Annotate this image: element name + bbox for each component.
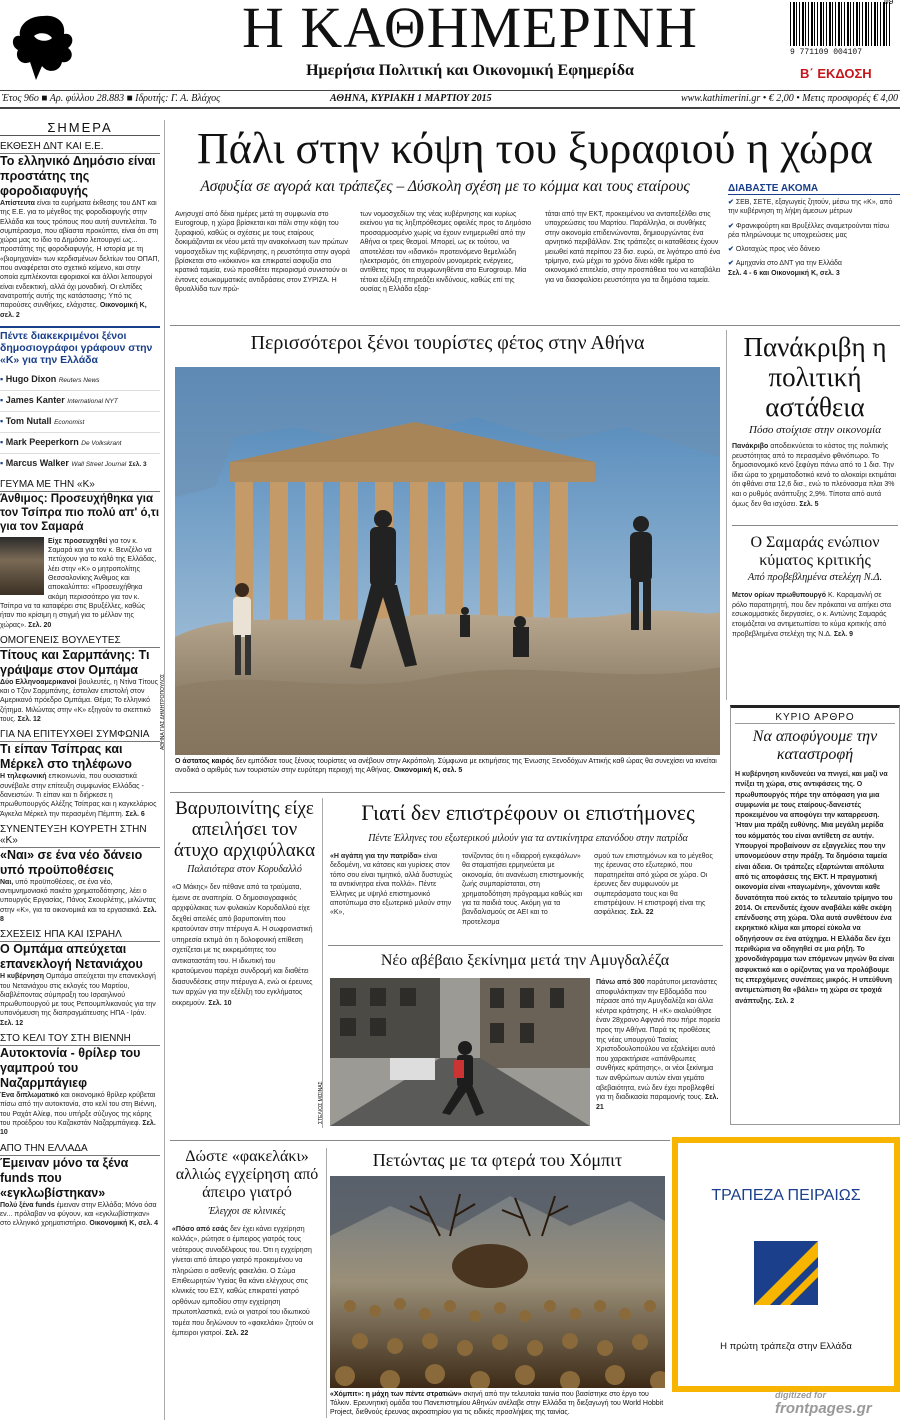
story-headline: Βαρυποινίτης είχε απειλήσει τον άτυχο αρχιφύλακα [173,798,316,861]
scientists-col2: τονίζοντας ότι η «διαρροή εγκεφάλων» θα σταματήσει ερμηνεύεται με οικονομία, ότι ανανέωση επιστημονικής ζωής συμπαρίσταται, στη χρηματοδότηση πρόγραμμα καθώς και για τα παιδιά τους. Ακόμη για τα βανδαλισμούς σε ΑΕΙ και το προτελεσμα [462,853,584,926]
ad-brand: ΤΡΑΠΕΖΑ ΠΕΙΡΑΙΩΣ [711,1187,861,1204]
watermark-line2: frontpages.gr [775,1400,872,1417]
story-headline: Άνθιμος: Προσευχήθηκα για τον Τσίπρα πιο πολύ απ' ό,τι για τον Σαμαρά [0,492,160,533]
amygdaleza-photo [330,978,590,1126]
read-more-title: ΔΙΑΒΑΣΤΕ ΑΚΟΜΑ [728,183,900,195]
left-column-rule [164,120,165,1420]
journalist-list [0,370,160,474]
foreign-journalists-headline: Πέντε διακεκριμένοι ξένοι δημοσιογράφοι γράφουν στην «Κ» για την Ελλάδα [0,326,160,366]
piraeus-bank-ad[interactable] [672,1137,900,1392]
check-icon: ✔ [728,222,736,230]
read-more-item: ✔ Αμηχανία στο ΔΝΤ για την Ελλάδα Σελ. 4 - 6 και Οικονομική Κ, σελ. 3 [728,260,842,277]
bishop-photo [0,537,44,595]
acropolis-photo [175,367,720,755]
lead-body-col3: τάται από την ΕΚΤ, προκειμένου να ανταπεξέλθει στις υποχρεώσεις του Μαρτίου. Παράλληλα, οι συνθήκες στην οικονομία επιδεινώνονται, δημιουργώντας ένα αρνητικό περιβάλλον. Στις τράπεζες οι καταθέσεις έχουν μειωθεί κατά περίπου 23 δισ. ευρώ, σε λιγότερο από ένα τρίμηνο, ενώ μέχρι το χρόνο δίνει κάθε ημέρα το οικονομικό επιτελείο, στην προσπάθεια του να καταβάλει για να διασφαλίσει ρευστότητα για τα δημόσια ταμεία. [545,211,721,284]
story-headline: Τίτους και Σαρμπάνης: Τι γράψαμε στον Ομπάμα [0,647,150,677]
photo-credit: ΑΘΗΝΑ ΓΙΑΣ ΔΗΜΗΤΡΟΠΟΥΛΟΣ [160,674,166,750]
divider [328,945,723,946]
story-body: Απίστευτα είναι τα ευρήματα έκθεσης του ΔΝΤ και της Ε.Ε. για το μέγεθος της φοροδιαφυγής στην Ελλάδα και τους τρόπους που αυτή συντελείται. Το συμπέρασμα, που αβίαστα προκύπτει, είναι ότι στη χώρα μας το ίδιο το Δημόσιο λειτουργεί ως... προστάτης της φοροδιαφυγής. Η ιστορία με τη «βιομηχανία» των κερδισμένων δελτίων του ΟΠΑΠ, που αναφέρεται στο σχετικό κείμενο, και στην οποία εμπλέκονται εφοριακοί και άλλοι λειτουργοί είναι ενδεικτική, αλλά όχι μοναδική. Οι ελπίδες ανατροπής αυτής της κατάστασης; Υπό τις παρούσες συνθήκες, ελάχιστες. Οικονομική Κ, σελ. 2 [0,200,160,319]
dateline-center: ΑΘΗΝΑ, ΚΥΡΙΑΚΗ 1 ΜΑΡΤΙΟΥ 2015 [330,93,492,104]
masthead-subtitle: Ημερήσια Πολιτική και Οικονομική Εφημερίδα [306,62,634,79]
amygdaleza-body: Πάνω από 300 παράτυποι μετανάστες αποφυλάκτηκαν την Εβδομάδα που πέρασε από την Αμυγδαλέζα και άλλα κέντρα κράτησης. Η «Κ» ακολούθησε έναν 28χρονο Αφγανό που πήρε πορεία προς την Αθήνα. Παρά τις προθέσεις της νέας υπουργού Τασίας Χριστοδουλοπούλου να εξαλείψει αυτό που χαρακτήρισε «απάνθρωπες συνθήκες κράτησης», οι νέοι ξεκίνημα των ανθρώπων αυτών είναι γεμάτο αβεβαιότητα, ενώ δεν έχει προβλεφθεί για τη διαδικασία παραμονής τους. Σελ. 21 [596,979,720,1111]
divider [732,525,898,526]
photo-caption: Ο άστατος καιρός δεν εμπόδισε τους ξένους τουρίστες να ανέβουν στην Ακρόπολη. Σύμφωνα με εκτιμήσεις της Ένωσης Ξενοδόχων Αττικής καθ ώρας θα συνεχίσει να κινείται ανοδικά ο αριθμός των τουριστών στην ευρύτερη περιοχή της Αθήνας. Οικονομική Κ, σελ. 5 [175,758,717,774]
section-kicker: ΕΚΘΕΣΗ ΔΝΤ ΚΑΙ Ε.Ε. [0,140,160,154]
section-kicker: ΓΙΑ ΝΑ ΕΠΙΤΕΥΧΘΕΙ ΣΥΜΦΩΝΙΑ [0,728,160,742]
divider [170,1140,670,1141]
story-subheadline: Πόσο στοίχισε στην οικονομία [749,424,881,436]
story-headline: «Ναι» σε ένα νέο δάνειο υπό προϋποθέσεις [0,847,143,877]
divider [322,798,323,1128]
journalist-item: ▪ Marcus Walker Wall Street Journal Σελ. 3 [0,457,147,468]
scientists-col3: σμού των επιστημόνων και το μέγεθος της έρευνας στο εξωτερικό, που παρατηρείται από χώρα σε χώρα. Οι έρευνες δεν συμφωνούν με συμπεράσματα τους και θα επιστρέψουν. Η επιστροφή είναι της ασφάλειας. Σελ. 22 [594,853,713,917]
story-body: Η κυβέρνηση Ομπάμα απεύχεται την επανεκλογή του Νετανιάχου στις εκλογές του Μαρτίου, διαβλέποντας σύμπραξη του Ισραηλινού πρωθυπουργού με τους Ρεπουμπλικανούς για την υπονόμευση της διαπραγμάτευσης ΗΠΑ - Ιράν. Σελ. 12 [0,973,156,1027]
story-subheadline: Από προβεβλημένα στελέχη Ν.Δ. [747,572,883,584]
scientists-headline: Γιατί δεν επιστρέφουν οι επιστήμονες [361,800,695,825]
lead-headline: Πάλι στην κόψη του ξυραφιού η χώρα [197,124,873,173]
section-kicker: ΟΜΟΓΕΝΕΙΣ ΒΟΥΛΕΥΤΕΣ [0,634,160,648]
barcode [790,2,890,46]
story-body: Είχε προσευχηθεί για τον κ. Σαμαρά και για τον κ. Βενιζέλο να πετύχουν για το καλό της Ελλάδας, λέει στην «Κ» ο μητροπολίτης Θεσσαλονίκης Άνθιμος και αποκαλύπτει: «Προσευχήθηκα ακόμη περισσότερο για τον κ. Τσίπρα να τα καταφέρει στις Βρυξέλλες, καθώς ήταν πιο κρίσιμη η στιγμή για το μέλλον της χώρας». Σελ. 20 [0,537,157,629]
story-headline: Δώστε «φακελάκι» αλλιώς εγχείρηση από άπειρο γιατρό [175,1148,319,1201]
goalie-story [172,798,317,1009]
section-kicker: ΓΕΥΜΑ ΜΕ ΤΗΝ «Κ» [0,478,160,492]
journalist-item: ▪ Tom Nutall Economist [0,412,160,433]
read-more-item: ✔ Φρανκφούρτη και Βρυξέλλες αναμετρούνται πίσω ρέα πληρώνουμε τις υποχρεώσεις μας [728,222,890,239]
lead-body-col1: Ανησυχεί από δέκα ημέρες μετά τη συμφωνία στο Eurogroup, η χώρα βρίσκεται και πάλι στην κόψη του ξυραφιού, καθώς οι σχέσεις με τους εταίρους δοκιμάζονται εκ νέου μετά την ανακοίνωση των πρώτων νομοσχεδίων της κυβέρνησης, η ρευστότητα στην αγορά βρίσκεται στο «κόκκινο» και επικρατεί ασφυξία στα κρατικά ταμεία, ενώ προσθέτει περιορισμό συνιστούν οι έντονες εσωκομματικές αντιδράσεις στον ΣΥΡΙΖΑ. Η θρυαλλίδα των πρώ- [175,211,350,294]
editorial-kicker: ΚΥΡΙΟ ΑΡΘΡΟ [735,712,895,724]
journalist-item: ▪ James Kanter International NYT [0,391,160,412]
read-more-item: ✔ Ολοταχώς προς νέο δάνειο [728,246,820,254]
right-column [732,332,898,639]
story-headline: Τι είπαν Τσίπρας και Μέρκελ στο τηλέφωνο [0,742,132,772]
masthead-title: Η ΚΑΘΗΜΕΡΙΝΗ [242,0,698,60]
scientists-col1: «Η αγάπη για την πατρίδα» είναι δεδομένη, να κάτσεις και γυρίσεις στον τόπο σου είναι τιμητικό, αλλά δυστυχώς τα αντικίνητρα είναι πολλά». Πέντε Έλληνες με υψηλό επιστημονικό αποτύπωμα στο εξωτερικό μιλούν στην «Κ», [330,853,453,917]
story-headline: Ο Σαμαράς ενώπιον κύματος κριτικής [750,534,880,570]
story-subheadline: Έλεγχοι σε κλινικές [208,1206,286,1217]
story-headline: Αυτοκτονία - θρίλερ του γαμπρού του Ναζαρμπάγιεφ [0,1046,141,1091]
hobbit-title: Πετώντας με τα φτερά του Χόμπιτ [372,1150,623,1170]
editorial-box [730,705,900,1125]
editorial-headline: Να αποφύγουμε την καταστροφή [752,728,878,763]
check-icon: ✔ [728,199,736,206]
check-icon: ✔ [728,260,736,268]
today-label: ΣΗΜΕΡΑ [0,120,160,136]
divider [170,792,725,793]
story-headline: Ο Ομπάμα απεύχεται επανεκλογή Νετανιάχου [0,942,143,972]
read-more-item: ✔ ΣΕΒ, ΣΕΤΕ, εξαγωγείς ζητούν, μέσω της «Κ», από την κυβέρνηση τη λήψη άμεσων μέτρων [728,199,893,216]
section-kicker: ΑΠΟ ΤΗΝ ΕΛΛΑΔΑ [0,1142,160,1156]
dateline-right: www.kathimerini.gr • € 2,00 • Μετις προσφορές € 4,00 [680,93,898,104]
bank-logo-icon [754,1241,818,1305]
amygdaleza-title: Νέο αβέβαιο ξεκίνημα μετά την Αμυγδαλέζα [380,952,670,969]
section-kicker: ΣΧΕΣΕΙΣ ΗΠΑ ΚΑΙ ΙΣΡΑΗΛ [0,928,160,942]
story-body: Πανάκριβο αποδεικνύεται το κόστος της πολιτικής ρευστότητας από το περασμένο φθινόπωρο. Το δημοσιονομικό κενό ξεφύγει πάνω από το 1 δισ. Την ίδια ώρα το χρηματοδοτικό κενό το αλοκαίρι εκτιμάται ότι φθάνει στα 12,6 δισ., ενώ το πλεόνασμα πλαι 3% και ο ρυθμός ανάπτυξης 2,9%. Τίποτα από αυτά όμως δεν θα ισχύσει. Σελ. 5 [732,443,896,508]
lead-body-col2: των νομοσχεδίων της νέας κυβέρνησης και κυρίως εκείνου για τις ληξιπρόθεσμες οφειλές προς το Δημόσιο προσαρμοσμένο χωρίς να έχουν ενημερωθεί από την Αθήνα οι τρεις θεσμοί. Μπορεί, ως εκ τούτου, να αποτελέσει τον «ιδανικό» προτεινόμενο θεμελιώδη ηλεκτρισμός, ότι επιχειρούν μονομερείς ενέργειες, αντίθετες προς τα συμφωνηθέντα στο Eurogroup. Μία τέτοια εξέλιξη επηρεάζει κινδύνους, καθώς επί της ουσίας η Ελλάδα εξαρ- [360,211,532,294]
edition-label: Β΄ ΕΚΔΟΣΗ [800,66,872,81]
story-body: Πολύ ξένα funds έμειναν στην Ελλάδα; Μόνο όσα εν... πρόλαβαν να φύγουν, και «εγκλωβίστηκαν» στο ελληνικό χρηματιστήριο. Οικονομική Κ, σελ. 4 [0,1201,158,1228]
story-body: Η τηλεφωνική επικοινωνία, που ουσιαστικά συνέβαλε στην επίτευξη συμφωνίας Ελλάδας - δανειστών. Τι είπαν και τι διήρκεσε η πρωθυπουργός Αλέξης Τσίπρας και η καγκελάριος Άγκελα Μέρκελ την περασμένη Πέμπτη. Σελ. 6 [0,773,157,818]
journalist-item: ▪ Mark Peeperkorn De Volkskrant [0,433,160,454]
section-kicker: ΣΥΝΕΝΤΕΥΞΗ ΚΟΥΡΕΤΗ ΣΤΗΝ «Κ» [0,823,160,848]
story-headline: Το ελληνικό Δημόσιο είναι προστάτης της φοροδιαφυγής [0,154,156,198]
masthead-phoenix-logo [8,6,78,86]
story-body: Δύο Ελληνοαμερικανοί βουλευτές, η Ντίνα Τίτους και ο Τζον Σαρμπάνης, έστειλαν επιστολή στον Αμερικανό πρόεδρο Ομπάμα. Θέμα; Το ελληνικό ζήτημα. Μιλώντας στην «Κ» εξηγούν το σκεπτικό τους. Σελ. 12 [0,678,158,724]
story-headline: Πανάκριβη η πολιτική αστάθεια [743,332,887,422]
barcode-issue: 09 [884,0,894,7]
scientists-subheadline: Πέντε Έλληνες του εξωτερικού μιλούν για τα αντικίνητρα επανόδου στην πατρίδα [368,833,688,844]
barcode-number: 9 771109 004107 [790,48,863,57]
left-column [0,120,160,1228]
story-body: Ναι, υπό προϋποθέσεις, σε ένα νέο, αντιμνημονιακό πακέτο χρηματοδότησης, λέει ο υπουργός Εργασίας, Πάνος Σκουρλέτης, μιλώντας στην «Κ», για τα οικονομικά και τα εργασιακά. Σελ. 8 [0,878,157,923]
story-body: «Ο Μάκης» δεν πέθανε από τα τραύματα, έμεινε σε αναπηρία. Ο δημοσιογραφικός αρχιφύλακας των φυλακών Κορυδαλλού είχε δεχθεί απειλές από βαρυποινίτη που κρατούνταν στην πτέρυγα Α. Η σωφρονιστική υπηρεσία εκτιμά ότι η δολοφονική επίθεση σχετίζεται με τις εκκρεμότητες του αντικαταστάτη του. Η ιδιωτική του κρατούμενου παρέχει συνδρομή και διαθέτει διασυνδέσεις στην πτέρυγα Α, ενώ οι έρευνες των αρχών για την εξέλιξη του εγκλήματος εκκρεμούν. Σελ. 10 [172,884,313,1007]
doctor-story [172,1148,322,1339]
dateline [0,90,900,109]
ad-slogan: Η πρώτη τράπεζα στην Ελλάδα [720,1341,852,1352]
section-kicker: ΣΤΟ ΚΕΛΙ ΤΟΥ ΣΤΗ ΒΙΕΝΝΗ [0,1032,160,1046]
watermark-line1: digitized for [775,1390,826,1400]
story-body: Μετον ορίων πρωθυπουργό Κ. Καραμανλή σε ρόλο παρατηρητή, που δεν πρόκαται να αιτήκει στα εσωκομματικές διεργασίες, ο κ. Αντώνης Σαμαράς ετοιμάζεται να αντιμετωπίσει το κύμα κριτικής από προβεβλημένα στελέχη της Ν.Δ. Σελ. 9 [732,592,892,638]
right-column-rule [726,330,727,700]
story-body: Ένα διπλωματικό και οικονομικό θρίλερ κρύβεται πίσω από την αυτοκτονία, στο κελί του στη Βιέννη, του Ραχάτ Αλίεφ, που υπήρξε σύζυγος της κόρης του προέδρου του Καζακστάν Ναζαρμπάγιεφ. Σελ. 10 [0,1092,157,1137]
hobbit-caption: «Χόμπιτ»: η μάχη των πέντε στρατιών» σκηνή από την τελευταία ταινία που βασίστηκε στο έργο του Τόλκιν. Ερευνητική ομάδα του Πανεπιστημίου Αθηνών ανέλαβε στην Ελλάδα τη διεξαγωγή του World Hobbit Project, διεθνούς έρευνας ακροατηρίου για τις ειδικές προσλήψεις της ταινίας. [330,1391,664,1416]
photo-story-title: Περισσότεροι ξένοι τουρίστες φέτος στην Αθήνα [250,332,645,354]
story-subheadline: Παλαιότερα στον Κορυδαλλό [187,864,302,875]
story-headline: Έμειναν μόνο τα ξένα funds που «εγκλωβίστηκαν» [0,1155,129,1200]
divider [326,1148,327,1418]
divider [170,325,900,326]
dateline-left: Έτος 96ο ■ Αρ. φύλλου 28.883 ■ Ιδρυτής: Γ. Α. Βλάχος [2,93,221,104]
editorial-body: Η κυβέρνηση κινδυνεύει να πνιγεί, και μαζί να πνίξει τη χώρα, στις αντιφάσεις της. Ο πρωθυπουργός πήρε την απόφαση για μια συμφωνία με τους εταίρους-δανειστές προκειμένου να αποφύγει την καταρρευση. Ήταν μια πράξη ευθύνης. Μια μεγάλη μερίδα του κόμματός του είναι αντίθετη σε αυτήν. Υπουργοί προβαίνουν σε εξαγγελίες που την υπονομεύουν στην πράξη. Τα δημόσια ταμεία είναι άδεια. Οι τράπεζες εξαρτώνται απόλυτα από τις αποφάσεις της ΕΚΤ. Η πραγματική οικονομία είναι «παγωμένη», χάνονται καθε δυνατότητα πού εκτός το τελευταίο τρίμηνο του 2014. Οι επενδυτές έχουν αναβάλει κάθε σκέψη επένδυσης στη χώρα. Όλα αυτά συνθέτουν ένα εκρηκτικό κλίμα και μπορεί εύκολα να οδηγήσουν σε ένα ατύχημα. Η Ελλάδα δεν έχει περιθώρια να οδηγηθεί σε μια ρήξη. Το χρονοδιάγραμμα των επόμενων μηνών θα είναι ασφυκτικό και ο ορίζοντας για να προλάβουμε τις επερχόμενες συνέπειες μικρός. Η υπεύθυνη αντιμετώπιση θα «βάλει» τη χώρα σε τροχιά ανάπτυξης. Σελ. 2 [735,771,895,1005]
lead-subheadline: Ασφυξία σε αγορά και τράπεζες – Δύσκολη σχέση με το κόμμα και τους εταίρους [200,178,690,195]
hobbit-photo [330,1176,665,1388]
amygdaleza-credit: ΣΤΕΛΙΟΣ ΜΙΣΙΝΑΣ [318,1081,324,1124]
read-more-box [728,183,900,278]
check-icon: ✔ [728,246,736,254]
story-body: «Πόσο από εσάς δεν έχει κάνει εγχείρηση κολλάς», ρώτησε ο έμπειρος γιατρός τους νεότερους συναδέλφους του. Ότι η εγχείρηση γίνεται από άπειρο γιατρό προκειμένου να πληρώσει ο ασθενής φακελάκι. Ο Σώμα Επιθεωρητών Υγείας θα κάνει ελέγχους στις κλινικές του ΕΣΥ, καθώς επικρατεί γιατρό ορθόνων εμποδίου στην εγχείρηση πρωτοπλαστικά, ενώ οι γιατροί του ιδιωτικού τομέα που δηλώνουν το «φακελάκι» ζητούν οι έμπειροι γιατροί. Σελ. 22 [172,1226,314,1338]
journalist-item: ▪ Hugo Dixon Reuters News [0,370,160,391]
